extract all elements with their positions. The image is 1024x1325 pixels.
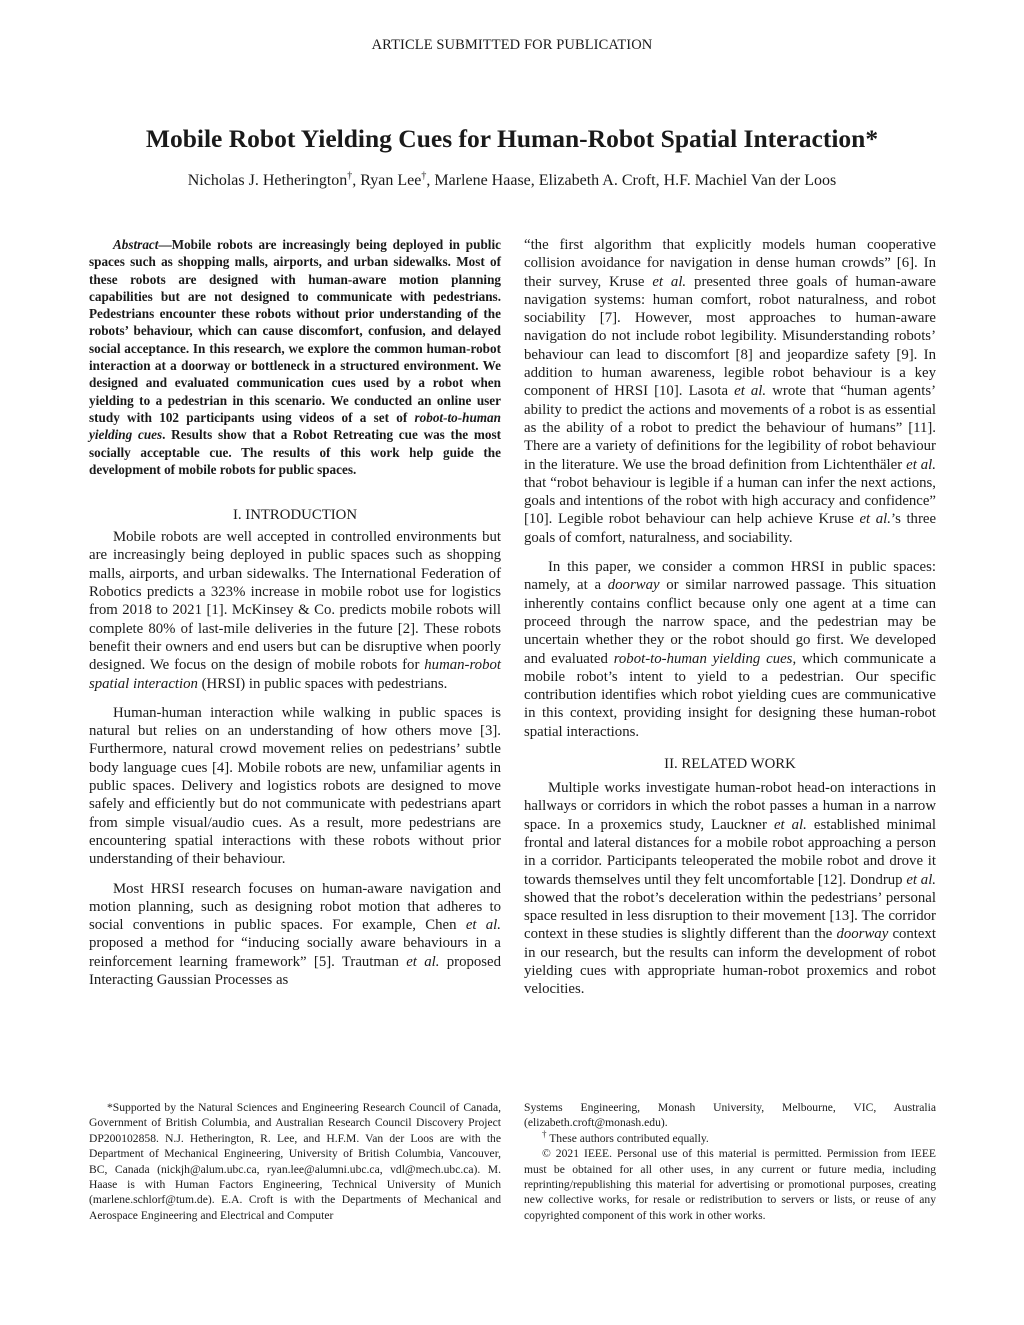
intro-paragraph-1: Mobile robots are well accepted in controlled environments but are increasingly being deployed in public spaces such as shopping malls, airports, and urban sidewalks. The International Federation of Robotics predicts a 323% increase in mobile robot use for logistics from 2018 to 2021 [1]. McKinsey & Co. predicts mobile robots will complete 80% of last-mile deliveries in the future [2]. These robots benefit their owners and end users but can be disruptive when poorly designed. We focus on the design of mobile robots for human-robot spatial interaction (HRSI) in public spaces with pedestrians. <box>89 529 501 692</box>
abstract: Abstract—Mobile robots are increasingly being deployed in public spaces such as shopping malls, airports, and urban sidewalks. Most of these robots are designed with human-aware motion planning capabilities but are not designed to communicate with pedestrians. Pedestrians encounter these robots without prior understanding of the robots’ behaviour, which can cause discomfort, confusion, and delayed social acceptance. In this research, we explore the common human-robot interaction at a doorway or bottleneck in a structured environment. We designed and evaluated communication cues used by a robot when yielding to a pedestrian in this scenario. We conducted an online user study with 102 participants using videos of a set of robot-to-human yielding cues. Results show that a Robot Retreating cue was the most socially acceptable cue. The results of this work help guide the development of mobile robots for public spaces. <box>89 237 501 477</box>
equal-contribution-mark: † <box>421 170 427 182</box>
right-column <box>524 236 936 999</box>
intro-paragraph-3: Most HRSI research focuses on human-aware navigation and motion planning, such as designing robot motion that adheres to social conventions in public spaces. For example, Chen et al. proposed a method for “inducing socially aware behaviours in a reinforcement learning framework” [5]. Trautman et al. proposed Interacting Gaussian Processes as <box>89 880 502 988</box>
paper-title: Mobile Robot Yielding Cues for Human-Robot Spatial Interaction* <box>145 124 879 153</box>
intro-paragraph-4: In this paper, we consider a common HRSI in public spaces: namely, at a doorway or similar narrowed passage. This situation inherently contains conflict because only one agent at a time can proceed through the narrow space, and the pedestrian may be uncertain whether they or the robot should go first. We developed and evaluated robot-to-human yielding cues, which communicate a mobile robot’s intent to yield to a pedestrian. Our specific contribution identifies which robot yielding cues are communicative in this context, providing insight for designing these human-robot spatial interactions. <box>524 559 937 740</box>
author-others: Marlene Haase, Elizabeth A. Croft, H.F. Machiel Van der Loos <box>434 172 837 189</box>
copyright-notice: © 2021 IEEE. Personal use of this material is permitted. Permission from IEEE must be obtained for all other uses, in any current or future media, including reprinting/republishing this material for advertising or promotional purposes, creating new collective works, for resale or redistribution to servers or lists, or reuse of any copyrighted component of this work in other works. <box>524 1147 936 1222</box>
author-hetherington: Nicholas J. Hetherington <box>187 172 348 189</box>
section-heading-related-work: II. RELATED WORK <box>664 756 796 773</box>
footnote-right <box>524 1100 936 1223</box>
intro-paragraph-3-continued: “the first algorithm that explicitly models human cooperative collision avoidance for navigation in dense human crowds” [6]. In their survey, Kruse et al. presented three goals of human-aware navigation systems: human comfort, robot naturalness, and robot sociability [7]. However, most approaches to human-aware navigation do not include robot legibility. Misunderstanding robots’ behaviour can lead to discomfort [8] and jeopardize safety [9]. In addition to human awareness, legible robot behaviour is a key component of HRSI [10]. Lasota et al. wrote that “human agents’ ability to predict the actions and movements of a robot is as essential as the ability of a robot to predict the behaviour of humans” [11]. There are a variety of definitions for the legibility of robot behaviour in the literature. We use the broad definition from Lichtenthäler et al. that “robot behaviour is legible if a human can infer the next actions, goals and intentions of the robot with high accuracy and confidence” [10]. Legible robot behaviour can help achieve Kruse et al.’s three goals of comfort, naturalness, and sociability. <box>524 237 937 546</box>
author-lee: Ryan Lee <box>360 172 422 189</box>
footnote-left <box>89 1100 501 1223</box>
running-header: ARTICLE SUBMITTED FOR PUBLICATION <box>371 37 653 53</box>
left-column <box>89 236 501 989</box>
author-list: Nicholas J. Hetherington†, Ryan Lee†, Marlene Haase, Elizabeth A. Croft, H.F. Machiel Van der Loos <box>187 170 837 189</box>
funding-footnote: *Supported by the Natural Sciences and Engineering Research Council of Canada, Government of British Columbia, and Australian Research Council Discovery Project DP200102858. N.J. Hetherington, R. Lee, and H.F.M. Van der Loos are with the Department of Mechanical Engineering, University of British Columbia, Vancouver, BC, Canada (nickjh@alum.ubc.ca, ryan.lee@alumni.ubc.ca, vdl@mech.ubc.ca). M. Haase is with Human Factors Engineering, Technical University of Munich (marlene.schlorf@tum.de). E.A. Croft is with the Departments of Mechanical and Aerospace Engineering and Electrical and Computer <box>89 1101 501 1222</box>
equal-contribution-mark: † <box>347 170 353 182</box>
abstract-label: Abstract <box>113 237 159 252</box>
equal-contribution-note: † These authors contributed equally. <box>542 1128 709 1145</box>
related-paragraph-1: Multiple works investigate human-robot head-on interactions in hallways or corridors in which the robot passes a human in a narrow space. In a proxemics study, Lauckner et al. established minimal frontal and lateral distances for a mobile robot approaching a person in a corridor. Participants teleoperated the mobile robot and drove it towards themselves until they felt uncomfortable [12]. Dondrup et al. showed that the robot’s deceleration within the pedestrians’ personal space resulted in less disruption to their movement [13]. The corridor context in these studies is slightly different than the doorway context in our research, but the results can inform the development of robot yielding cues with appropriate human-robot proxemics and robot velocities. <box>524 780 937 998</box>
section-heading-introduction: I. INTRODUCTION <box>232 507 358 524</box>
intro-paragraph-2: Human-human interaction while walking in public spaces is natural but relies on an understanding of how others move [3]. Furthermore, natural crowd movement relies on pedestrians’ subtle body language cues [4]. Mobile robots are new, unfamiliar agents in public spaces. Delivery and logistics robots are designed to move safely and efficiently but do not communicate with pedestrians apart from simple visual/audio cues. As a result, more pedestrians are encountering spatial interactions with these robots without prior understanding of their behaviour. <box>89 704 501 868</box>
affiliation-continued: Systems Engineering, Monash University, Melbourne, VIC, Australia (elizabeth.croft@monash.edu). <box>524 1101 936 1130</box>
